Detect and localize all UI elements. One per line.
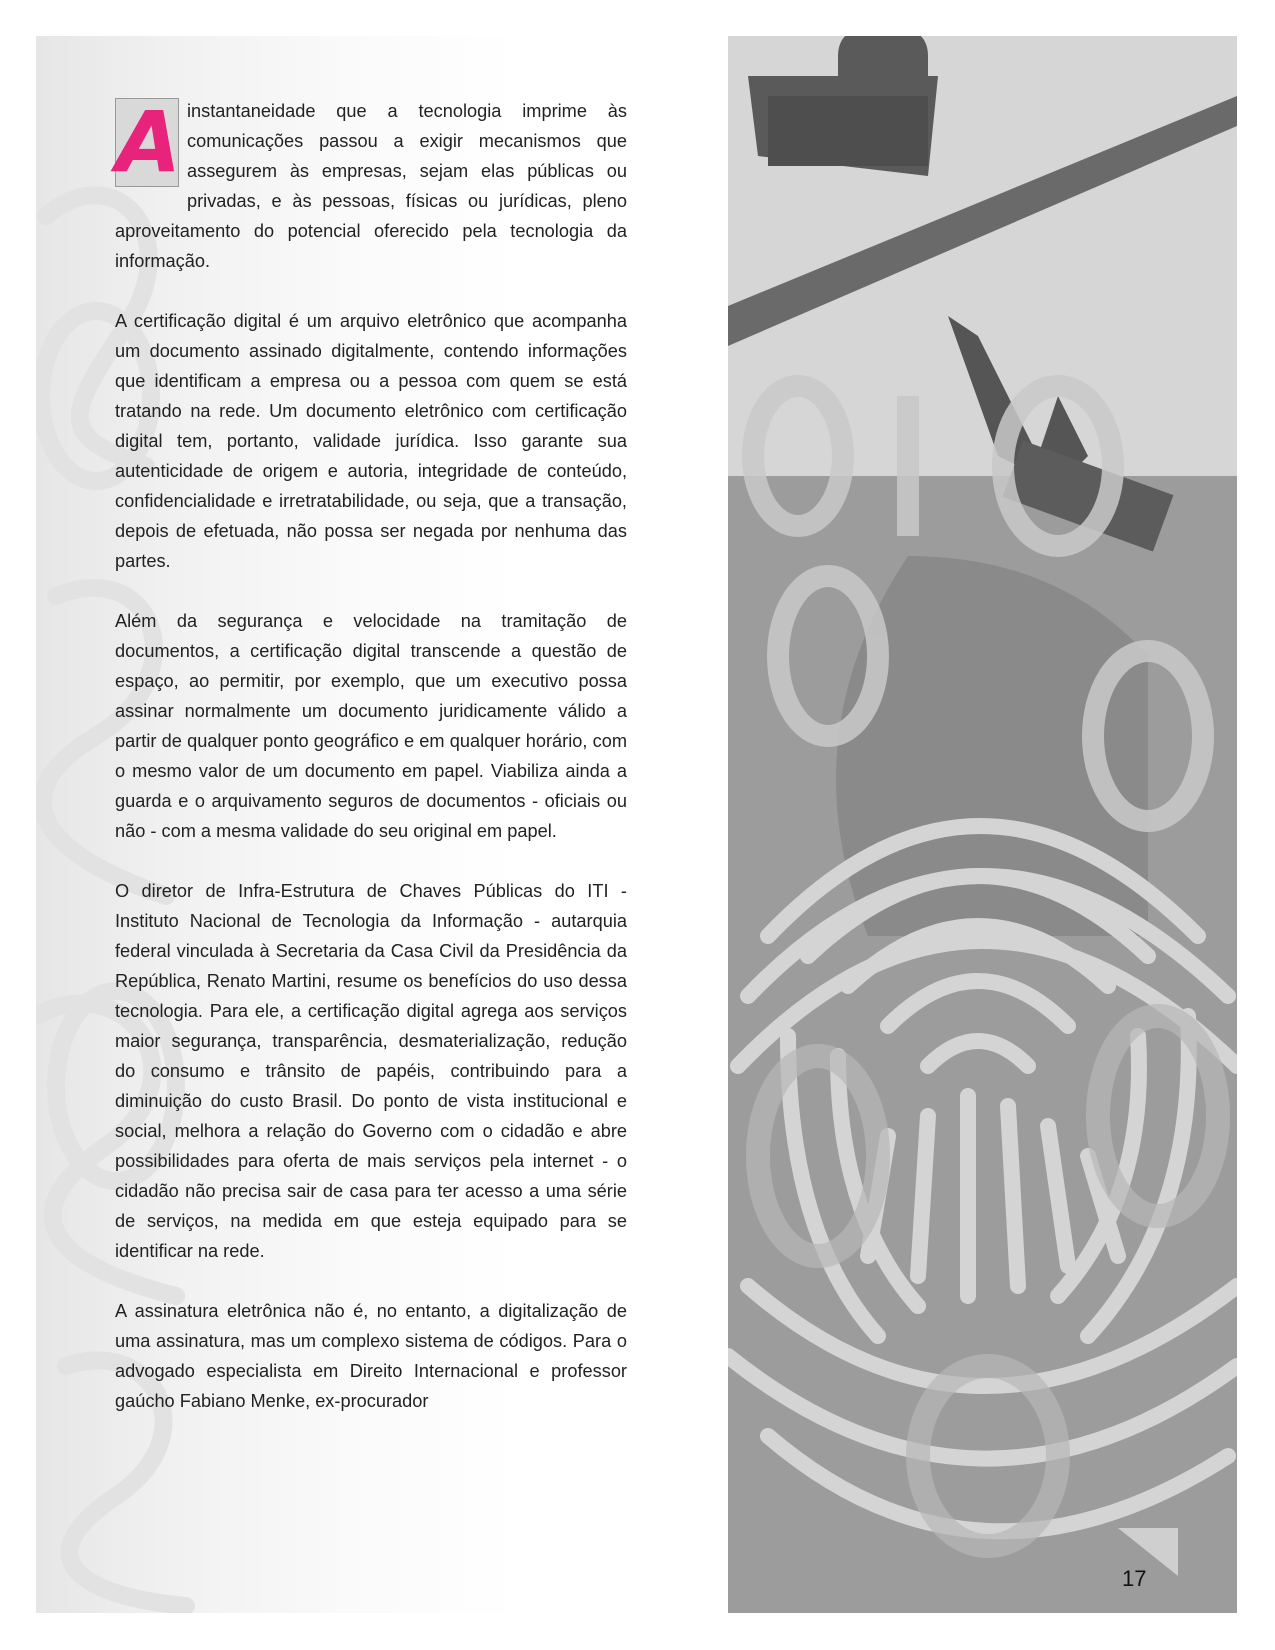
dropcap: A: [116, 93, 182, 191]
article-paragraph: Além da segurança e velocidade na tramitação de documentos, a certificação digital transcende a questão de espaço, ao permitir, por exemplo, que um executivo possa assinar normalmente um documento juridicamente válido a partir de qualquer ponto geográfico e em qualquer horário, com o mesmo valor de um documento em papel. Viabiliza ainda a guarda e o arquivamento seguros de documentos - oficiais ou não - com a mesma validade do seu original em papel.: [115, 611, 627, 841]
page-number: 17: [1122, 1566, 1147, 1591]
article-paragraph: A certificação digital é um arquivo eletrônico que acompanha um documento assinado digitalmente, contendo informações que identificam a empresa ou a pessoa com quem se está tratando na rede. Um documento eletrônico com certificação digital tem, portanto, validade jurídica. Isso garante sua autenticidade de origem e autoria, integridade de conteúdo, confidencialidade e irretratabilidade, ou seja, que a transação, depois de efetuada, não possa ser negada por nenhuma das partes.: [115, 311, 627, 571]
article-paragraph: A instantaneidade que a tecnologia imprime às comunicações passou a exigir mecanismos que assegurem às empresas, sejam elas públicas ou privadas, e às pessoas, físicas ou jurídicas, pleno aproveitamento do potencial oferecido pela tecnologia da informação.: [115, 93, 627, 271]
page: [36, 36, 1237, 1613]
article-paragraph: O diretor de Infra-Estrutura de Chaves Públicas do ITI - Instituto Nacional de Tecnologia da Informação - autarquia federal vinculada à Secretaria da Casa Civil da Presidência da República, Renato Martini, resume os benefícios do uso dessa tecnologia. Para ele, a certificação digital agrega aos serviços maior segurança, transparência, desmaterialização, redução do consumo e trânsito de papéis, contribuindo para a diminuição do custo Brasil. Do ponto de vista institucional e social, melhora a relação do Governo com o cidadão e abre possibilidades para oferta de mais serviços pela internet - o cidadão não precisa sair de casa para ter acesso a uma série de serviços, na medida em que esteja equipado para se identificar na rede.: [115, 881, 627, 1261]
article-paragraph: A assinatura eletrônica não é, no entanto, a digitalização de uma assinatura, mas um complexo sistema de códigos. Para o advogado especialista em Direito Internacional e professor gaúcho Fabiano Menke, ex-procurador: [115, 1301, 627, 1411]
photo-panel: [728, 36, 1237, 1613]
article-body: [115, 93, 627, 1446]
